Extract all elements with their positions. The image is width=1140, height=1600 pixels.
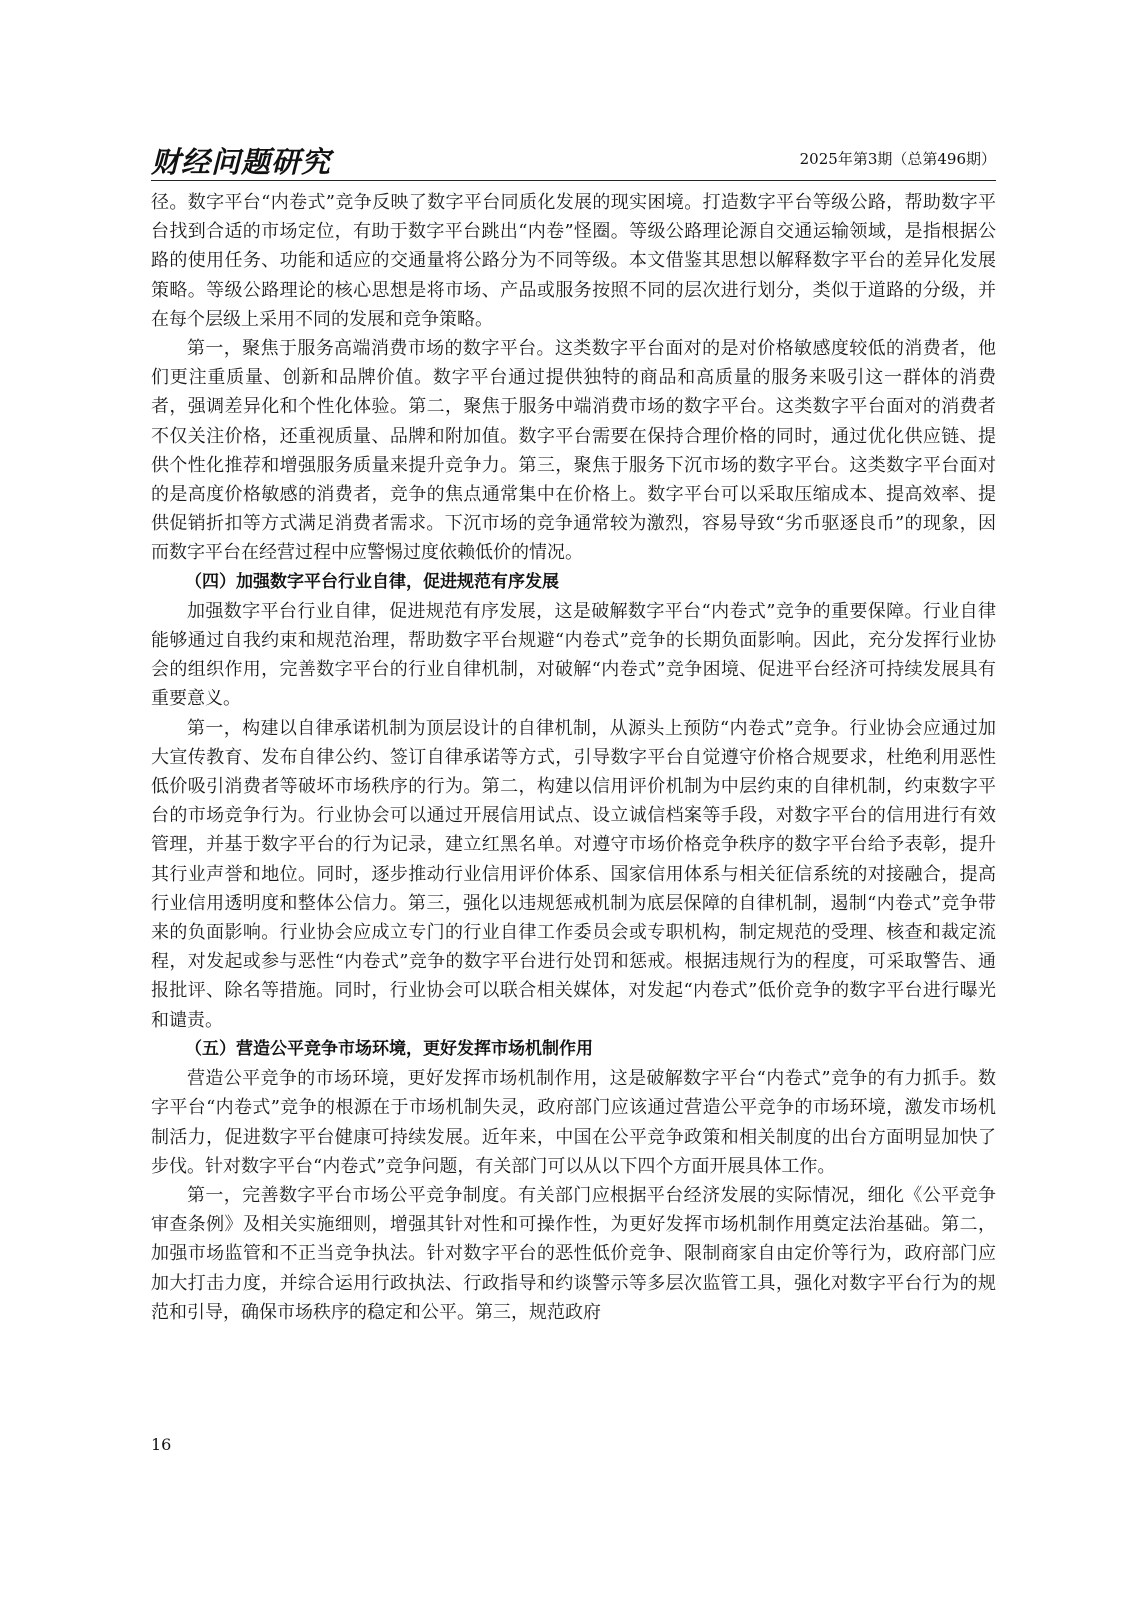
running-header [151, 138, 996, 179]
section-heading: （五）营造公平竞争市场环境，更好发挥市场机制作用 [185, 1038, 593, 1059]
paragraph: 第一，完善数字平台市场公平竞争制度。有关部门应根据平台经济发展的实际情况，细化《公平竞争审查条例》及相关实施细则，增强其针对性和可操作性，为更好发挥市场机制作用奠定法治基础。第二，加强市场监管和不正当竞争执法。针对数字平台的恶性低价竞争、限制商家自由定价等行为，政府部门应加大打击力度，并综合运用行政执法、行政指导和约谈警示等多层次监管工具，强化对数字平台行为的规范和引导，确保市场秩序的稳定和公平。第三，规范政府 [151, 1184, 996, 1323]
journal-title: 财经问题研究 [151, 145, 332, 179]
issue-info: 2025年第3期（总第496期） [799, 150, 996, 168]
paragraph: 第一，构建以自律承诺机制为顶层设计的自律机制，从源头上预防“内卷式”竞争。行业协会应通过加大宣传教育、发布自律公约、签订自律承诺等方式，引导数字平台自觉遵守价格合规要求，杜绝利用恶性低价吸引消费者等破坏市场秩序的行为。第二，构建以信用评价机制为中层约束的自律机制，约束数字平台的市场竞争行为。行业协会可以通过开展信用试点、设立诚信档案等手段，对数字平台的信用进行有效管理，并基于数字平台的行为记录，建立红黑名单。对遵守市场价格竞争秩序的数字平台给予表彰，提升其行业声誉和地位。同时，逐步推动行业信用评价体系、国家信用体系与相关征信系统的对接融合，提高行业信用透明度和整体公信力。第三，强化以违规惩戒机制为底层保障的自律机制，遏制“内卷式”竞争带来的负面影响。行业协会应成立专门的行业自律工作委员会或专职机构，制定规范的受理、核查和裁定流程，对发起或参与恶性“内卷式”竞争的数字平台进行处罚和惩戒。根据违规行为的程度，可采取警告、通报批评、除名等措施。同时，行业协会可以联合相关媒体，对发起“内卷式”低价竞争的数字平台进行曝光和谴责。 [151, 717, 996, 1031]
paragraph: 径。数字平台“内卷式”竞争反映了数字平台同质化发展的现实困境。打造数字平台等级公路，帮助数字平台找到合适的市场定位，有助于数字平台跳出“内卷”怪圈。等级公路理论源自交通运输领域，是指根据公路的使用任务、功能和适应的交通量将公路分为不同等级。本文借鉴其思想以解释数字平台的差异化发展策略。等级公路理论的核心思想是将市场、产品或服务按照不同的层次进行划分，类似于道路的分级，并在每个层级上采用不同的发展和竞争策略。 [151, 192, 996, 330]
section-heading: （四）加强数字平台行业自律，促进规范有序发展 [185, 571, 559, 592]
article-body [151, 188, 996, 1327]
paragraph: 加强数字平台行业自律，促进规范有序发展，这是破解数字平台“内卷式”竞争的重要保障。行业自律能够通过自我约束和规范治理，帮助数字平台规避“内卷式”竞争的长期负面影响。因此，充分发挥行业协会的组织作用，完善数字平台的行业自律机制，对破解“内卷式”竞争困境、促进平台经济可持续发展具有重要意义。 [151, 600, 996, 710]
page-number: 16 [151, 1435, 172, 1454]
header-rule [151, 180, 996, 181]
paragraph: 第一，聚焦于服务高端消费市场的数字平台。这类数字平台面对的是对价格敏感度较低的消费者，他们更注重质量、创新和品牌价值。数字平台通过提供独特的商品和高质量的服务来吸引这一群体的消费者，强调差异化和个性化体验。第二，聚焦于服务中端消费市场的数字平台。这类数字平台面对的消费者不仅关注价格，还重视质量、品牌和附加值。数字平台需要在保持合理价格的同时，通过优化供应链、提供个性化推荐和增强服务质量来提升竞争力。第三，聚焦于服务下沉市场的数字平台。这类数字平台面对的是高度价格敏感的消费者，竞争的焦点通常集中在价格上。数字平台可以采取压缩成本、提高效率、提供促销折扣等方式满足消费者需求。下沉市场的竞争通常较为激烈，容易导致“劣币驱逐良币”的现象，因而数字平台在经营过程中应警惕过度依赖低价的情况。 [151, 338, 996, 564]
paragraph: 营造公平竞争的市场环境，更好发挥市场机制作用，这是破解数字平台“内卷式”竞争的有力抓手。数字平台“内卷式”竞争的根源在于市场机制失灵，政府部门应该通过营造公平竞争的市场环境，激发市场机制活力，促进数字平台健康可持续发展。近年来，中国在公平竞争政策和相关制度的出台方面明显加快了步伐。针对数字平台“内卷式”竞争问题，有关部门可以从以下四个方面开展具体工作。 [151, 1068, 996, 1177]
